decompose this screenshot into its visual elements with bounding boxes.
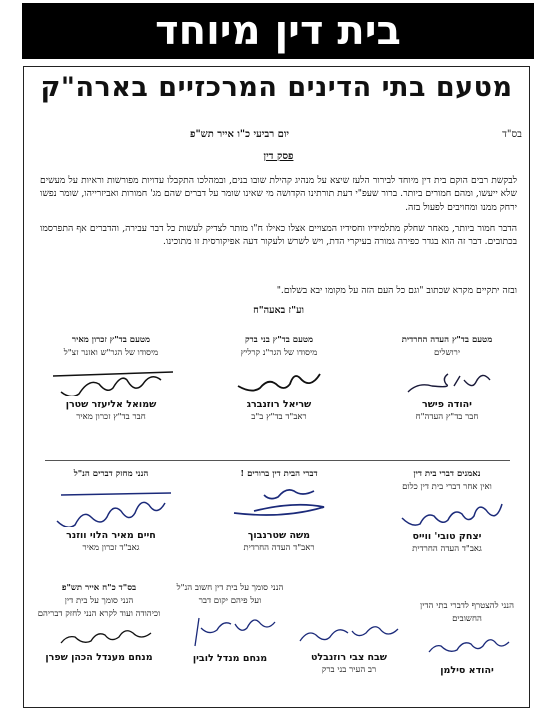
signer-heading: מטעם בד"ץ העדה החרדית [401,335,493,345]
paragraph-1: לבקשת רבים הוקם בית דין מיוחד לבירור הלעז שיצא על מנהיג קהילת שובו בנים, ובמהלכו התקבלו עדויות מפורשות וראיות על מעשים שלא ייעשו, ומהם חמורים ביותר. ברור שעפ"י דעת תורתינו הקדושה מי שאינו שומר על דברים שהם מג' חמורות ואביזרייהו, שומר נפשו ירחק ממנו ומחויבים לפעול בזה. [40,175,517,213]
signature-image [39,623,159,649]
signer-block-sternbuch [199,468,359,554]
signer-role: רב העיר בני ברק [321,665,377,675]
signer-name: מנחם מענדל הכהן שפרן [45,652,153,663]
signer-subheading-2: וכיהודה ועוד לקרא הנני לחזק דבריהם [37,609,161,619]
signer-heading: דברי הבית דין ברורים ! [240,469,318,479]
signature-image [41,362,181,396]
signer-block-lubin [165,582,295,665]
signature-image [382,496,512,528]
signer-role: חבר בד"ץ זכרון מאיר [76,412,146,422]
signer-subheading: מיסודו של הגר"ש ואזנר זצ"ל [63,348,159,358]
signature-image [175,610,285,650]
signer-block-wosner [31,468,191,554]
document-date: יום רביעי כ"ו אייר תש"פ [190,129,290,140]
paragraph-3: ובזה יתקיים מקרא שכתוב "וגם כל העם הזה על מקומו יבא בשלום." [276,285,517,296]
signer-block-rosenberg [199,334,359,423]
signer-block-silman [407,600,527,677]
signer-role: ראב"ד העדה החרדית [243,543,315,553]
signer-name: שבח צבי רוזנבלט [310,652,387,663]
signer-block-rosenblatt [289,600,409,676]
signer-subheading: ירושלים [433,348,461,358]
signer-heading: הנני סומך על בית דין חשוב הנ"ל [176,583,284,593]
signer-heading: הנני להצטרף לדברי בתי הדין החשובים [420,601,514,624]
signer-heading: בס"ד כ"ח אייר תש"פ [61,583,137,593]
bsd-mark: בס"ד [502,129,522,140]
signer-name: יהודה פישר [422,399,472,410]
signer-name: יהודא סילמן [440,665,494,676]
document-title: פסק דין [263,151,294,162]
signature-image [392,362,502,396]
signature-image [417,628,517,662]
divider [45,460,510,461]
signer-heading: מטעם בד"ץ בני ברק [244,335,314,345]
signer-block-shafran [29,582,169,664]
signer-subheading: ועל פיהם יקום דבר [198,596,262,606]
signer-block-weiss [367,468,527,555]
signer-role: גאב"ד זכרון מאיר [82,543,140,553]
signer-subheading: ואין אחר דברי בית דין כלום [402,482,492,492]
signer-name: חיים מאיר הלוי ווזנר [66,530,156,541]
signer-block-stern [31,334,191,423]
banner-title: בית דין מיוחד [22,3,534,59]
signature-image [224,362,334,396]
signer-name: יצחק טובי' ווייס [412,531,482,542]
signer-role: גאב"ד העדה החרדית [412,544,482,554]
signer-name: משה שטרנבוך [247,530,311,541]
signature-image [41,483,181,527]
signer-role: ראב"ד בד"ץ ב"ב [251,412,307,422]
signer-heading [289,600,409,613]
signer-subheading: הנני סומך על בית דין [64,596,134,606]
signature-image [294,615,404,649]
document-subtitle: מטעם בתי הדינים המרכזיים בארה"ק [40,72,513,103]
signer-name: שמואל אליעזר שטרן [65,399,157,410]
signer-heading: הנני מחזק דברים הנ"ל [73,469,149,479]
signature-image [214,483,344,527]
signer-role: חבר בד"ץ העדה"ח [415,412,479,422]
paragraph-2: הדבר חמור ביותר, מאחר שחלק מתלמידיו וחסידיו המצויים אצלו כאילו ח"ו מותר לצדיק לעשות כל דבר עבירה, והדברים אף התפרסמו בכתובים. דבר זה הוא בגדר כפירה גמורה בעיקרי הדת, ויש לשרש ולעקור דעה אפיקורסית זו מתוכינו. [40,223,517,248]
signer-name: מנחם מנדל לובין [192,653,268,664]
signer-heading: מטעם בד"ץ זכרון מאיר [71,335,151,345]
signer-block-fisher [367,334,527,423]
signer-name: שריאל רוזנברג [246,399,312,410]
signer-heading: נאמנים דברי בית דין [413,469,481,479]
signer-subheading: מיסודו של הגר"נ קרליץ [240,348,318,358]
signing-line: וע"ז באעה"ח [253,305,304,316]
